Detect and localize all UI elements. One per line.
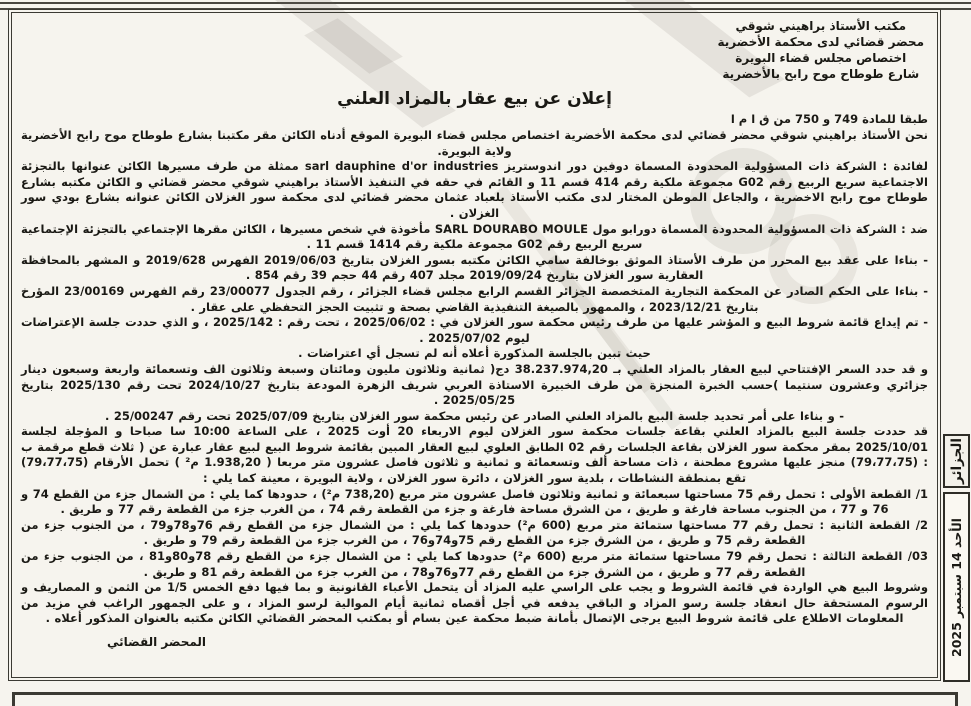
announcement-paragraph: 1/ القطعة الأولى : تحمل رقم 75 مساحتها سبعمائة و ثمانية وثلاثون فاصل عشرون متر مربع (738,20 م²) ، حدودها كما يلي : من الشمال جزء من القطع 74 و 76 و 77 ، من الجنوب مساحة فارغة و طريق ، من الشرق مساحة فارغة و جزء من القطعة رقم 74 ، من الغرب جزء من القطعة رقم 77 و طريق . [21,486,928,517]
announcement-paragraph: 03/ القطعة الثالثة : تحمل رقم 79 مساحتها ستمائة متر مربع (600 م²) حدودها كما يلي : من الشمال جزء من القطع رقم 78و80و81 ، من الجنوب جزء من القطعة رقم 77 و طريق ، من الشرق جزء من القطع رقم 77و76و78 ، من الغرب جزء من القطعة رقم 81 و طريق . [21,549,928,579]
announcement-paragraph: - بناءا على عقد بيع المحرر من طرف الأستاذ الموثق بوخالفة سامي الكائن مكتبه بسور الغزلان بتاريخ 2019/06/03 الفهرس 2019/628 و المشهر بالمحافظة العقارية سور الغزلان بتاريخ 2019/09/24 مجلد 407 رقم 44 حجم 39 رقم 854 . [21,252,928,283]
newspaper-masthead-box [943,434,970,488]
announcement-paragraph: قد حددت جلسة البيع بالمزاد العلني بقاعة جلسات محكمة سور الغزلان ليوم الاربعاء 20 أوت 2025 ، على الساعة 10:00 سا صباحا و المؤجلة لجلسة 2025/10/01 بمقر محكمة سور الغزلان بقاعة الجلسات رقم 02 الطابق العلوي لبيع العقار المبين بقائمة شروط البيع لبيع عقار عبارة عن ( ثلاث قطع مرقمة ب : (79،77،75) منجز عليها مشروع مطحنة ، ذات مساحة ألف وتسعمائة و ثمانية و ثلاثون فاصل عشرون متر مربعا ( 1.938,20 م² ) تحمل الأرقام (79،77،75) تقع بمنطقة النشاطات ، بلدية سور الغزلان ، دائرة سور الغزلان ، ولاية البويرة ، معينة كما يلي : [21,424,929,486]
office-header-line: محضر قضائي لدى محكمة الأخضرية [717,35,924,49]
office-header-line: مكتب الأستاذ براهيني شوقي [735,19,907,33]
announcement-paragraph: حيث تبين بالجلسة المذكورة أعلاه أنه لم تسجل أي اعتراضات . [298,346,651,361]
announcement-paragraph: نحن الأستاذ براهيني شوقي محضر قضائي لدى محكمة الأخضرية اختصاص مجلس قضاء البويرة الموقع أدناه الكائن مقر مكتبنا بشارع طوطاح موح رابح الأخضرية ولاية البويرة. [21,128,928,158]
office-header-line: اختصاص مجلس قضاء البويرة [735,51,907,65]
announcement-paragraph: ضد : الشركة ذات المسؤولية المحدودة المسماة دورابو مول SARL DOURABO MOULE مأخوذة في شخص مسيرها ، الكائن مقرها الإجتماعي بالتجزئة الإجتماعية سريع الربيع رقم G02 مجموعة ملكية رقم 1414 قسم 11 . [21,221,928,252]
announcement-paragraph: - و بناءا على أمر تحديد جلسة البيع بالمزاد العلني الصادر عن رئيس محكمة سور الغزلان بتاريخ 2025/07/09 تحت رقم 25/00247 . [104,408,845,423]
newspaper-name: الجزائر [948,438,965,484]
announcement-paragraph: و قد حدد السعر الإفتتاحي لبيع العقار بالمزاد العلني بـ 38.237.974,20 دج( ثمانية وثلاثون مليون ومائتان وسبعة وثلاثون الف وتسعمائة واربعة وسبعون دينار جزائري وعشرون سنتيما )حسب الخبرة المنجزة من طرف الخبيرة الاستاذة العربي شريف الزهرة المودعة بتاريخ 2024/10/27 تحت رقم 2025/130 بتاريخ 2025/05/25 . [21,361,928,408]
issue-date-box [943,492,970,682]
bailiff-signature: المحضر القضائي [107,635,207,649]
announcement-paragraph: - بناءا على الحكم الصادر عن المحكمة التجارية المتخصصة الجزائر القسم الرابع مجلس قضاء الجزائر ، رقم الجدول 23/00077 رقم الفهرس 23/00169 المؤرخ بتاريخ 2023/12/21 ، والممهور بالصيغة التنفيذية القاضي بصحة و تثبيت الحجز التحفظي على عقار . [21,283,928,314]
announcement-paragraph: 2/ القطعة الثانية : تحمل رقم 77 مساحتها ستمائة متر مربع (600 م²) حدودها كما يلي : من الشمال جزء من القطع رقم 76و78و79 ، من الجنوب جزء من القطعة رقم 75 و طريق ، من الشرق جزء من القطع رقم 75و74و76 ، من الغرب جزء من القطعة رقم 79 و طريق . [21,517,929,548]
bailiff-office-header [718,18,925,82]
announcement-paragraph: لفائدة : الشركة ذات المسؤولية المحدودة المسماة دوفين دور اندوستريز sarl dauphine d'or industries ممثلة من طرف مسيرها الكائن عنوانها بالتجزئة الاجتماعية سريع الربيع رقم G02 مجموعة ملكية رقم 414 قسم 11 و القائم في حقه في التنفيذ الأستاذ براهيني شوقي محضر قضائي و الكائن مكتبه بشارع طوطاح موح رابح الاخضرية ، والجاعل الموطن المختار لدى مكتب الأستاذ بلعباد عثمان محضر قضائي لدى محكمة سور الغزلان الكائن عنوانه بشارع بودي سور الغزلان . [21,159,928,220]
announcement-title: إعلان عن بيع عقار بالمزاد العلني [337,89,612,109]
announcement-frame [8,9,941,681]
announcement-paragraph: - تم إيداع قائمة شروط البيع و المؤشر عليها من طرف رئيس محكمة سور الغزلان في : 2025/06/02 ، تحت رقم : 2025/142 ، و الذي حددت جلسة الإعتراضات ليوم 2025/07/02 . [21,315,928,345]
office-header-line: شارع طوطاح موح رابح بالأخضرية [722,67,920,81]
issue-date: الأحد 14 سبتمبر 2025 [949,517,964,657]
announcement-paragraph: وشروط البيع هي الواردة في قائمة الشروط و يجب على الراسي عليه المزاد أن يتحمل الأعباء القانونية و بما فيها دفع الخمس 1/5 من الثمن و المصاريف و الرسوم المستحقة حال انعقاد جلسة رسو المزاد و الباقي يدفعه في أجل أقصاه ثمانية أيام الموالية لرسو المزاد ، و على الجمهور الراغب في مزيد من المعلومات الاطلاع على قائمة شروط البيع يرجى الإتصال بأمانة ضبط محكمة عين بسام أو بمكتب المحضر القضائي الكائن مكتبه بالعنوان المذكور أعلاه . [21,580,928,626]
law-reference: طبقا للمادة 749 و 750 من ق ا م ا [730,112,928,126]
